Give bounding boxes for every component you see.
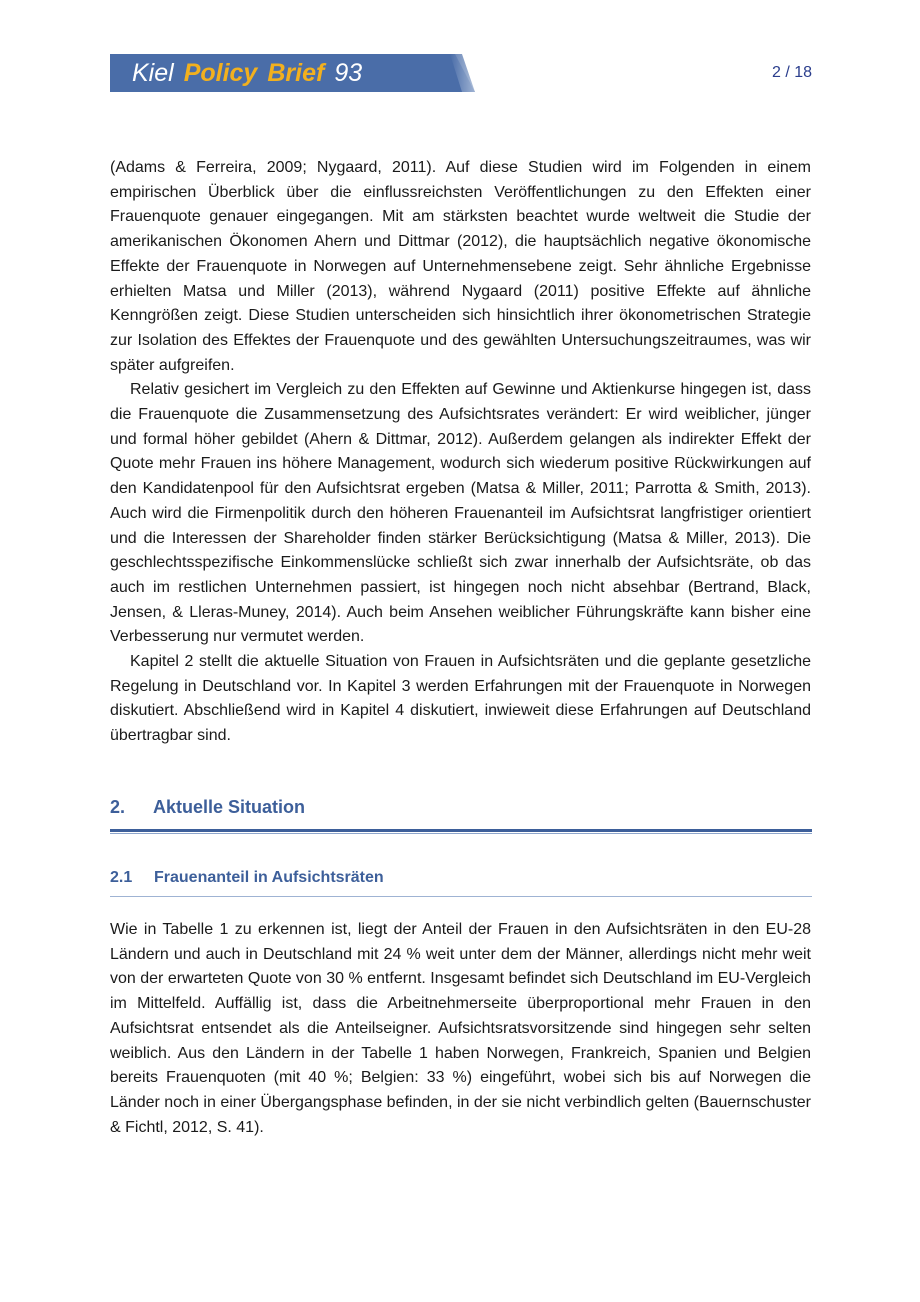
header-kiel: Kiel [132,59,174,87]
intro-text-block [110,156,811,749]
report-header-banner [110,54,475,92]
header-issue-number: 93 [334,59,363,87]
page-number: 2 / 18 [771,64,812,81]
subsection-title: Frauenanteil in Aufsichtsräten [154,869,384,886]
header-title [132,56,362,90]
subsection-divider [110,896,812,897]
section-divider [110,829,812,835]
section-title: Aktuelle Situation [153,797,306,817]
subsection-number: 2.1 [110,869,133,886]
header-policy: Policy [183,59,258,87]
paragraph: Kapitel 2 stellt die aktuelle Situation von Frauen in Aufsichtsräten und die geplante gesetzliche Regelung in Deutschland vor. In Kapitel 3 werden Erfahrungen mit der Frauenquote in Norwegen diskutiert. Abschließend wird in Kapitel 4 diskutiert, inwieweit diese Erfahrungen auf Deutschland übertragbar sind. [110,653,811,745]
paragraph: Relativ gesichert im Vergleich zu den Effekten auf Gewinne und Aktienkurse hingegen ist, dass die Frauenquote die Zusammensetzung des Aufsichtsrates verändert: Er wird weiblicher, jünger und formal höher gebildet (Ahern & Dittmar, 2012). Außerdem gelangen als indirekter Effekt der Quote mehr Frauen ins höhere Management, wodurch sich wiederum positive Rückwirkungen auf den Kandidatenpool für den Aufsichtsrat ergeben (Matsa & Miller, 2011; Parrotta & Smith, 2013). Auch wird die Firmenpolitik durch den höheren Frauenanteil im Aufsichtsrat langfristiger orientiert und die Interessen der Shareholder finden stärker Berücksichtigung (Matsa & Miller, 2013). Die geschlechtsspezifische Einkommenslücke schließt sich zwar innerhalb der Aufsichtsräte, ob das auch im restlichen Unternehmen passiert, ist hingegen noch nicht absehbar (Bertrand, Black, Jensen, & Lleras-Muney, 2014). Auch beim Ansehen weiblicher Führungskräfte kann bisher eine Verbesserung nur vermutet werden. [110,381,811,646]
section-number: 2. [110,797,126,817]
subsection-heading [110,869,384,887]
section-heading [110,797,305,818]
header-brief: Brief [267,59,325,87]
paragraph: Wie in Tabelle 1 zu erkennen ist, liegt der Anteil der Frauen in den Aufsichtsräten in den EU-28 Ländern und auch in Deutschland mit 24 % weit unter dem der Männer, allerdings nicht mehr weit von der erwarteten Quote von 30 % entfernt. Insgesamt befindet sich Deutschland im EU-Vergleich im Mittelfeld. Auffällig ist, dass die Arbeitnehmerseite überproportional mehr Frauen in den Aufsichtsrat entsendet als die Anteilseigner. Aufsichtsratsvorsitzende sind hingegen sehr selten weiblich. Aus den Ländern in der Tabelle 1 haben Norwegen, Frankreich, Spanien und Belgien bereits Frauenquoten (mit 40 %; Belgien: 33 %) eingeführt, wobei sich bis auf Norwegen die Länder noch in einer Übergangsphase befinden, in der sie nicht verbindlich gelten (Bauernschuster & Fichtl, 2012, S. 41). [110,921,811,1136]
subsection-text-block [110,918,811,1140]
paragraph: (Adams & Ferreira, 2009; Nygaard, 2011). Auf diese Studien wird im Folgenden in einem empirischen Überblick über die einflussreichsten Veröffentlichungen zu den Effekten einer Frauenquote genauer eingegangen. Mit am stärksten beachtet wurde weltweit die Studie der amerikanischen Ökonomen Ahern und Dittmar (2012), die hauptsächlich negative ökonomische Effekte der Frauenquote in Norwegen auf Unternehmensebene zeigt. Sehr ähnliche Ergebnisse erhielten Matsa und Miller (2013), während Nygaard (2011) positive Effekte auf ähnliche Kenngrößen zeigt. Diese Studien unterscheiden sich hinsichtlich ihrer ökonometrischen Strategie zur Isolation des Effektes der Frauenquote und des gewählten Untersuchungszeitraumes, was wir später aufgreifen. [110,159,811,374]
